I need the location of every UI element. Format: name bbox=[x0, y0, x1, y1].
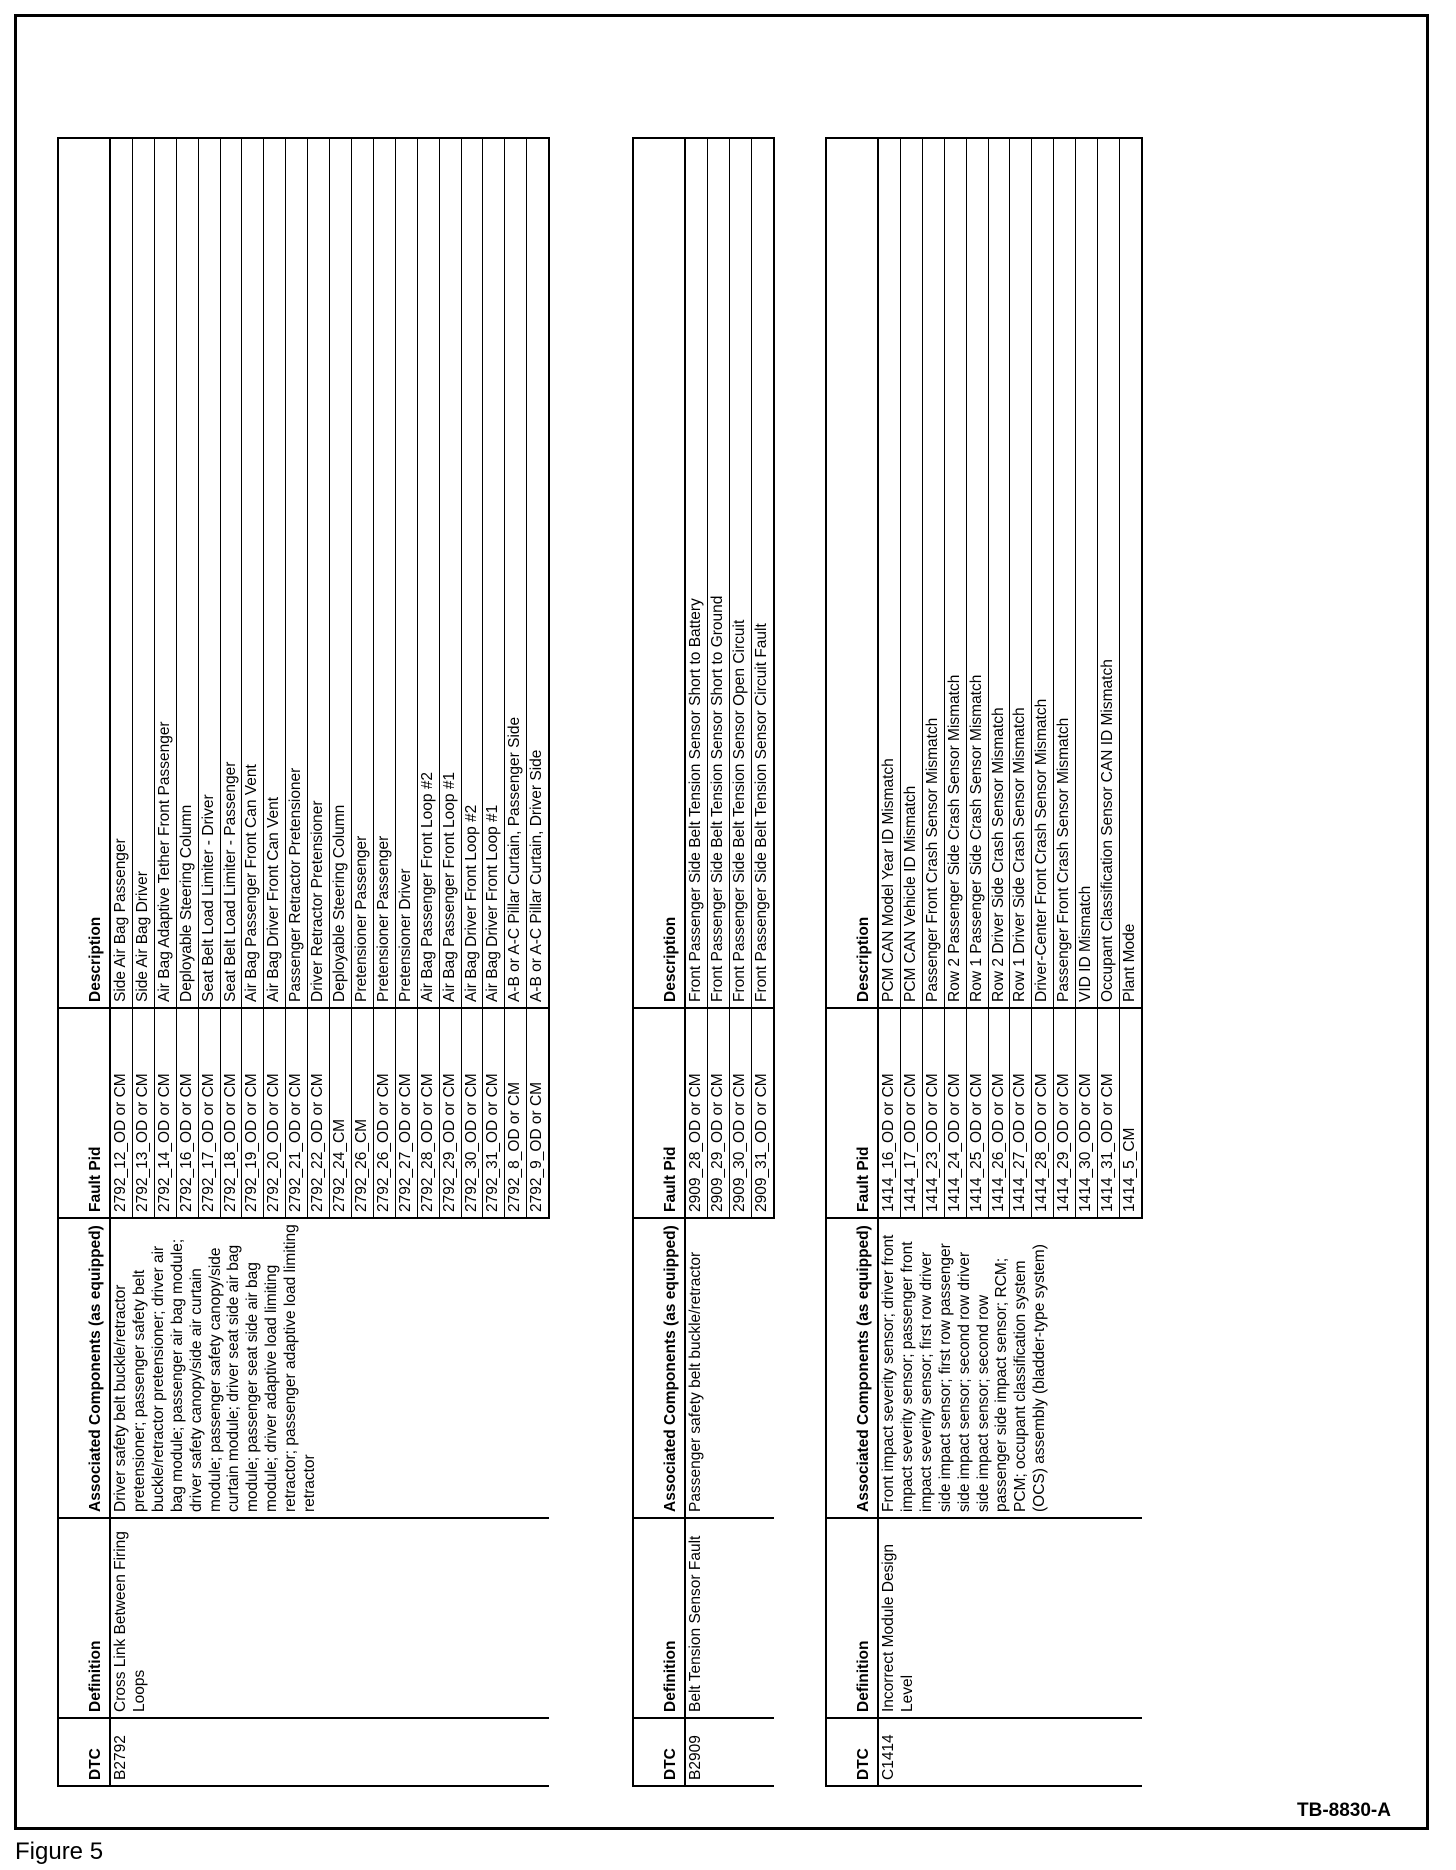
header-dtc: DTC bbox=[826, 1718, 878, 1786]
fault-description: Passenger Front Crash Sensor Mismatch bbox=[922, 138, 944, 1008]
fault-pid: 2792_18_OD or CM bbox=[220, 1008, 242, 1218]
fault-description: Air Bag Driver Front Loop #1 bbox=[483, 138, 505, 1008]
fault-pid: 2792_26_OD or CM bbox=[373, 1008, 395, 1218]
fault-pid: 2909_29_OD or CM bbox=[707, 1008, 729, 1218]
fault-description: Row 1 Passenger Side Crash Sensor Mismatch bbox=[966, 138, 988, 1008]
fault-description: Row 2 Passenger Side Crash Sensor Mismatch bbox=[944, 138, 966, 1008]
fault-description: Front Passenger Side Belt Tension Sensor Circuit Fault bbox=[751, 138, 773, 1008]
fault-pid: 1414_16_OD or CM bbox=[878, 1008, 900, 1218]
fault-description: Passenger Front Crash Sensor Mismatch bbox=[1054, 138, 1076, 1008]
figure-frame bbox=[14, 14, 1429, 1830]
fault-pid: 1414_24_OD or CM bbox=[944, 1008, 966, 1218]
fault-description: Row 2 Driver Side Crash Sensor Mismatch bbox=[988, 138, 1010, 1008]
dtc-table-b2909 bbox=[632, 137, 775, 1787]
header-definition: Definition bbox=[58, 1518, 110, 1718]
fault-pid: 1414_26_OD or CM bbox=[988, 1008, 1010, 1218]
associated-components: Passenger safety belt buckle/retractor bbox=[685, 1218, 774, 1518]
fault-description: PCM CAN Vehicle ID Mismatch bbox=[900, 138, 922, 1008]
fault-description: Pretensioner Passenger bbox=[351, 138, 373, 1008]
header-fault-pid: Fault Pid bbox=[826, 1008, 878, 1218]
dtc-definition: Belt Tension Sensor Fault bbox=[685, 1518, 774, 1718]
fault-pid: 2792_27_OD or CM bbox=[395, 1008, 417, 1218]
fault-pid: 1414_27_OD or CM bbox=[1010, 1008, 1032, 1218]
fault-description: A-B or A-C Pillar Curtain, Passenger Side bbox=[505, 138, 527, 1008]
associated-components: Front impact severity sensor; driver front impact severity sensor; passenger front impact severity sensor; first row driver side impact sensor; first row passenger side impact sensor; second row driver side impact sensor; second row passenger side impact sensor; RCM; PCM; occupant classification system (OCS) assembly (bladder-type system) bbox=[878, 1218, 1142, 1518]
fault-pid: 2792_21_OD or CM bbox=[286, 1008, 308, 1218]
header-dtc: DTC bbox=[633, 1718, 685, 1786]
fault-description: Front Passenger Side Belt Tension Sensor Short to Battery bbox=[685, 138, 707, 1008]
fault-pid: 2792_31_OD or CM bbox=[483, 1008, 505, 1218]
fault-description: Driver Retractor Pretensioner bbox=[308, 138, 330, 1008]
fault-pid: 2792_29_OD or CM bbox=[439, 1008, 461, 1218]
fault-description: Deployable Steering Column bbox=[330, 138, 352, 1008]
fault-pid: 2792_20_OD or CM bbox=[264, 1008, 286, 1218]
fault-pid: 2792_13_OD or CM bbox=[132, 1008, 154, 1218]
header-definition: Definition bbox=[826, 1518, 878, 1718]
fault-description: Side Air Bag Passenger bbox=[110, 138, 132, 1008]
dtc-code: B2909 bbox=[685, 1718, 774, 1786]
table-row bbox=[110, 138, 132, 1786]
fault-description: Air Bag Passenger Front Loop #2 bbox=[417, 138, 439, 1008]
dtc-definition: Cross Link Between Firing Loops bbox=[110, 1518, 549, 1718]
fault-pid: 2792_30_OD or CM bbox=[461, 1008, 483, 1218]
fault-pid: 2792_26_CM bbox=[351, 1008, 373, 1218]
fault-pid: 1414_29_OD or CM bbox=[1054, 1008, 1076, 1218]
fault-pid: 2792_9_OD or CM bbox=[527, 1008, 549, 1218]
dtc-code: C1414 bbox=[878, 1718, 1142, 1786]
fault-description: PCM CAN Model Year ID Mismatch bbox=[878, 138, 900, 1008]
document-code: TB-8830-A bbox=[1297, 1800, 1391, 1821]
fault-pid: 2792_28_OD or CM bbox=[417, 1008, 439, 1218]
fault-pid: 2909_28_OD or CM bbox=[685, 1008, 707, 1218]
fault-description: Pretensioner Driver bbox=[395, 138, 417, 1008]
fault-pid: 2792_24_CM bbox=[330, 1008, 352, 1218]
header-fault-pid: Fault Pid bbox=[633, 1008, 685, 1218]
header-description: Description bbox=[633, 138, 685, 1008]
header-components: Associated Components (as equipped) bbox=[58, 1218, 110, 1518]
fault-description: Seat Belt Load Limiter - Driver bbox=[198, 138, 220, 1008]
fault-description: Row 1 Driver Side Crash Sensor Mismatch bbox=[1010, 138, 1032, 1008]
dtc-table-c1414 bbox=[825, 137, 1143, 1787]
fault-description: Pretensioner Passenger bbox=[373, 138, 395, 1008]
fault-description: Side Air Bag Driver bbox=[132, 138, 154, 1008]
header-dtc: DTC bbox=[58, 1718, 110, 1786]
fault-pid: 1414_30_OD or CM bbox=[1076, 1008, 1098, 1218]
fault-description: A-B or A-C Pillar Curtain, Driver Side bbox=[527, 138, 549, 1008]
fault-pid: 2792_12_OD or CM bbox=[110, 1008, 132, 1218]
rotated-content bbox=[57, 117, 1456, 1787]
fault-pid: 2909_30_OD or CM bbox=[729, 1008, 751, 1218]
fault-pid: 2792_19_OD or CM bbox=[242, 1008, 264, 1218]
header-components: Associated Components (as equipped) bbox=[826, 1218, 878, 1518]
fault-pid: 2792_14_OD or CM bbox=[154, 1008, 176, 1218]
fault-pid: 2792_22_OD or CM bbox=[308, 1008, 330, 1218]
header-components: Associated Components (as equipped) bbox=[633, 1218, 685, 1518]
fault-pid: 1414_5_CM bbox=[1119, 1008, 1141, 1218]
header-definition: Definition bbox=[633, 1518, 685, 1718]
fault-pid: 1414_28_OD or CM bbox=[1032, 1008, 1054, 1218]
fault-pid: 1414_31_OD or CM bbox=[1098, 1008, 1120, 1218]
fault-description: Front Passenger Side Belt Tension Sensor Short to Ground bbox=[707, 138, 729, 1008]
dtc-table-b2792 bbox=[57, 137, 550, 1787]
fault-pid: 2909_31_OD or CM bbox=[751, 1008, 773, 1218]
fault-pid: 1414_25_OD or CM bbox=[966, 1008, 988, 1218]
fault-pid: 1414_17_OD or CM bbox=[900, 1008, 922, 1218]
fault-description: Air Bag Adaptive Tether Front Passenger bbox=[154, 138, 176, 1008]
fault-pid: 1414_23_OD or CM bbox=[922, 1008, 944, 1218]
table-row bbox=[878, 138, 900, 1786]
table-row bbox=[685, 138, 707, 1786]
fault-pid: 2792_17_OD or CM bbox=[198, 1008, 220, 1218]
fault-description: Seat Belt Load Limiter - Passenger bbox=[220, 138, 242, 1008]
fault-description: Deployable Steering Column bbox=[176, 138, 198, 1008]
dtc-definition: Incorrect Module Design Level bbox=[878, 1518, 1142, 1718]
fault-description: Driver-Center Front Crash Sensor Mismatch bbox=[1032, 138, 1054, 1008]
fault-description: Plant Mode bbox=[1119, 138, 1141, 1008]
header-description: Description bbox=[826, 138, 878, 1008]
dtc-code: B2792 bbox=[110, 1718, 549, 1786]
associated-components: Driver safety belt buckle/retractor pretensioner; passenger safety belt buckle/retractor pretensioner; driver air bag module; passenger air bag module; driver safety canopy/side air curtain module; passenger safety canopy/side curtain module; driver seat side air bag module; passenger seat side air bag module; driver adaptive load limiting retractor; passenger adaptive load limiting retractor bbox=[110, 1218, 549, 1518]
header-description: Description bbox=[58, 138, 110, 1008]
fault-pid: 2792_8_OD or CM bbox=[505, 1008, 527, 1218]
fault-pid: 2792_16_OD or CM bbox=[176, 1008, 198, 1218]
fault-description: Air Bag Passenger Front Can Vent bbox=[242, 138, 264, 1008]
fault-description: VID ID Mismatch bbox=[1076, 138, 1098, 1008]
fault-description: Passenger Retractor Pretensioner bbox=[286, 138, 308, 1008]
fault-description: Front Passenger Side Belt Tension Sensor Open Circuit bbox=[729, 138, 751, 1008]
fault-description: Occupant Classification Sensor CAN ID Mismatch bbox=[1098, 138, 1120, 1008]
figure-caption: Figure 5 bbox=[15, 1838, 104, 1865]
fault-description: Air Bag Passenger Front Loop #1 bbox=[439, 138, 461, 1008]
header-fault-pid: Fault Pid bbox=[58, 1008, 110, 1218]
fault-description: Air Bag Driver Front Can Vent bbox=[264, 138, 286, 1008]
fault-description: Air Bag Driver Front Loop #2 bbox=[461, 138, 483, 1008]
